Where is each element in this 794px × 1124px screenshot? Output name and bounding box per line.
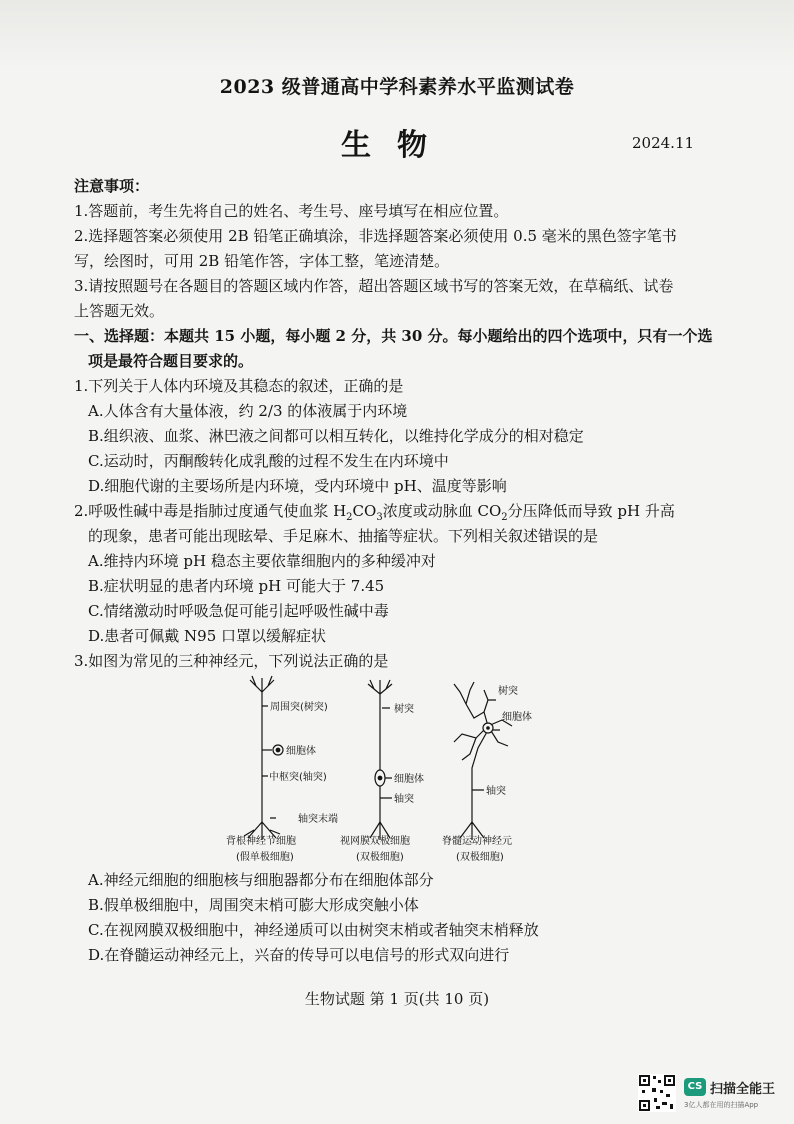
question-2-option-a: A.维持内环境 pH 稳态主要依靠细胞内的多种缓冲对 [88, 552, 436, 570]
page-footer: 生物试题 第 1 页(共 10 页) [304, 990, 490, 1008]
subject-title: 生物 [341, 128, 453, 163]
notice-item: 写，绘图时，可用 2B 铅笔作答，字体工整，笔迹清楚。 [74, 252, 450, 270]
n1-label-terminal: 轴突末端 [298, 814, 338, 825]
n3-label-soma: 细胞体 [502, 712, 532, 723]
question-1-option-a: A.人体含有大量体液，约 2/3 的体液属于内环境 [88, 402, 408, 420]
notice-item: 2.选择题答案必须使用 2B 铅笔正确填涂，非选择题答案必须使用 0.5 毫米的黑色签字笔书 [74, 227, 677, 245]
neuron-bipolar [368, 680, 392, 840]
question-3-option-d: D.在脊髓运动神经元上，兴奋的传导可以电信号的形式双向进行 [88, 946, 510, 964]
camscanner-name: 扫描全能王 [710, 1082, 776, 1097]
exam-title: 2023 级普通高中学科素养水平监测试卷 [219, 76, 575, 98]
question-2-stem-cont: 的现象，患者可能出现眩晕、手足麻木、抽搐等症状。下列相关叙述错误的是 [88, 527, 599, 545]
notice-item: 上答题无效。 [74, 302, 165, 320]
neuron-multipolar [454, 682, 512, 840]
n2-label-axon: 轴突 [394, 794, 414, 805]
question-2-option-c: C.情绪激动时呼吸急促可能引起呼吸性碱中毒 [88, 602, 389, 620]
qr-code-icon [638, 1074, 676, 1112]
section-heading-cont: 项是最符合题目要求的。 [88, 352, 254, 370]
n3-label-axon: 轴突 [486, 786, 506, 797]
neuron-pseudounipolar [244, 676, 283, 840]
question-1-option-c: C.运动时，丙酮酸转化成乳酸的过程不发生在内环境中 [88, 452, 449, 470]
question-1-option-d: D.细胞代谢的主要场所是内环境，受内环境中 pH、温度等影响 [88, 477, 507, 495]
exam-date: 2024.11 [632, 134, 695, 152]
question-2-option-b: B.症状明显的患者内环境 pH 可能大于 7.45 [88, 577, 385, 595]
n1-caption: 背根神经节细胞 [226, 836, 296, 847]
scan-border [0, 0, 794, 70]
notice-heading: 注意事项： [74, 177, 150, 195]
notice-item: 3.请按照题号在各题目的答题区域内作答，超出答题区域书写的答案无效，在草稿纸、试卷 [74, 277, 674, 295]
question-2-stem: 2.呼吸性碱中毒是指肺过度通气使血浆 $H_2CO_3$浓度或动脉血 $CO_2$分压降低而导致 pH 升高 [74, 502, 675, 523]
n1-label-soma: 细胞体 [286, 746, 316, 757]
question-2-option-d: D.患者可佩戴 N95 口罩以缓解症状 [88, 627, 327, 645]
n1-label-dendrite: 周围突(树突) [270, 702, 328, 713]
question-1-option-b: B.组织液、血浆、淋巴液之间都可以相互转化，以维持化学成分的相对稳定 [88, 427, 584, 445]
n2-label-soma: 细胞体 [394, 774, 424, 785]
question-3-stem: 3.如图为常见的三种神经元，下列说法正确的是 [74, 652, 389, 670]
camscanner-tagline: 3亿人都在用的扫描App [684, 1101, 759, 1109]
section-heading: 一、选择题：本题共 15 小题，每小题 2 分，共 30 分。每小题给出的四个选项中，只有一个选 [74, 327, 713, 345]
n3-caption: 脊髓运动神经元 [442, 836, 512, 847]
n3-caption-sub: (双极细胞) [456, 852, 504, 863]
n1-label-axon: 中枢突(轴突) [269, 772, 327, 783]
camscanner-logo: CS [684, 1078, 706, 1096]
neuron-figure [226, 672, 546, 868]
question-1-stem: 1.下列关于人体内环境及其稳态的叙述，正确的是 [74, 377, 404, 395]
n1-caption-sub: (假单极细胞) [236, 852, 294, 863]
n2-caption: 视网膜双极细胞 [340, 836, 410, 847]
n2-label-dendrite: 树突 [394, 704, 414, 715]
question-3-option-c: C.在视网膜双极细胞中，神经递质可以由树突末梢或者轴突末梢释放 [88, 921, 539, 939]
question-3-option-a: A.神经元细胞的细胞核与细胞器都分布在细胞体部分 [88, 871, 434, 889]
question-3-option-b: B.假单极细胞中，周围突末梢可膨大形成突触小体 [88, 896, 419, 914]
n2-caption-sub: (双极细胞) [356, 852, 404, 863]
n3-label-dendrite: 树突 [498, 686, 518, 697]
notice-item: 1.答题前，考生先将自己的姓名、考生号、座号填写在相应位置。 [74, 202, 509, 220]
